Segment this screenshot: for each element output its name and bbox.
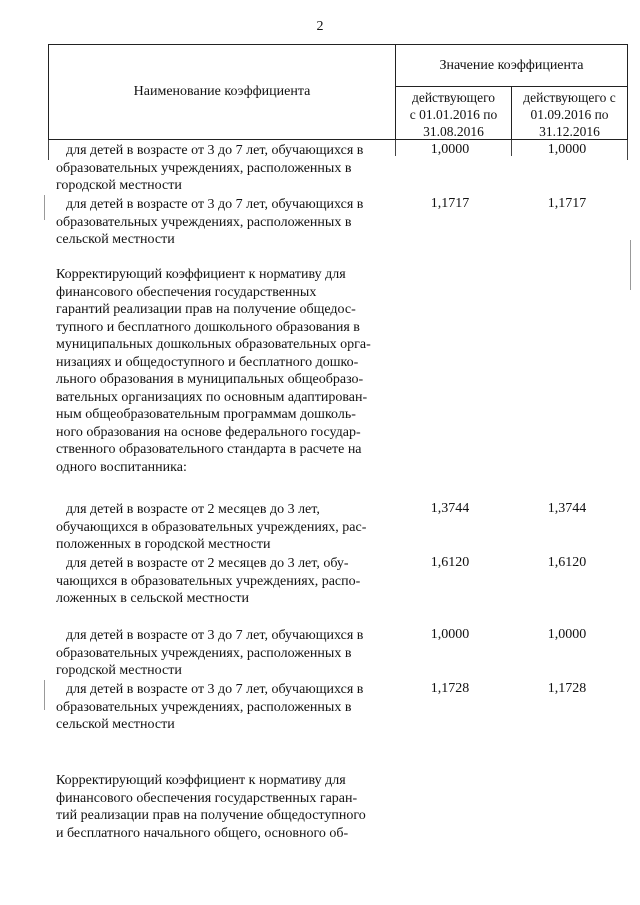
name-column-header: Наименование коэффициента: [48, 44, 396, 140]
row-line: образовательных учреждениях, расположенных в: [56, 214, 352, 230]
coefficient-heading: [56, 266, 394, 476]
row-line: положенных в городской местности: [56, 537, 271, 552]
row-line: образовательных учреждениях, расположенных в: [56, 645, 352, 661]
table-right-border: [627, 140, 628, 160]
row-value-period1: 1,0000: [430, 142, 470, 157]
row-line: и бесплатного начального общего, основного об-: [56, 825, 349, 841]
row-line: ного образования на основе федерального государ-: [56, 424, 361, 440]
value-column-header: Значение коэффициента: [395, 44, 628, 87]
row-line: образовательных учреждениях, расположенных в: [56, 160, 352, 176]
period1-header: [395, 86, 512, 140]
row-line: Корректирующий коэффициент к нормативу для: [56, 773, 346, 788]
row-line: городской местности: [56, 663, 182, 678]
coefficient-row: [56, 196, 394, 249]
row-value-period2: 1,1717: [547, 196, 587, 211]
table-header: [48, 44, 628, 140]
row-line: финансового обеспечения государственных: [56, 284, 317, 300]
table-left-border: [44, 195, 45, 220]
row-value-period2: 1,6120: [547, 555, 587, 570]
page-number: 2: [316, 19, 324, 34]
row-value-period1: 1,3744: [430, 501, 470, 516]
row-line: ложенных в сельской местности: [56, 591, 250, 606]
row-value-period1: 1,0000: [430, 627, 470, 642]
table-mid-border: [511, 140, 512, 156]
row-line: одного воспитанника:: [56, 459, 187, 475]
table-right-border: [630, 240, 631, 290]
row-line: муниципальных дошкольных образовательных орга-: [56, 337, 371, 352]
coefficient-row: [56, 681, 394, 734]
row-line: для детей в возрасте от 3 до 7 лет, обучающихся в: [66, 143, 364, 158]
coefficient-row: [56, 501, 394, 554]
row-line: тий реализации прав на получение общедоступного: [56, 808, 366, 823]
period2-line: 01.09.2016 по: [530, 107, 609, 122]
row-line: сельской местности: [56, 717, 175, 732]
row-line: финансового обеспечения государственных гаран-: [56, 790, 358, 806]
row-line: для детей в возрасте от 2 месяцев до 3 лет, обу-: [66, 556, 349, 571]
row-line: ственного образовательного стандарта в расчете на: [56, 442, 362, 457]
table-left-border: [44, 680, 45, 710]
row-line: тупного и бесплатного дошкольного образования в: [56, 319, 360, 335]
coefficient-row: [56, 555, 394, 608]
row-line: образовательных учреждениях, расположенных в: [56, 699, 352, 715]
row-value-period2: 1,1728: [547, 681, 587, 696]
row-line: для детей в возрасте от 3 до 7 лет, обучающихся в: [66, 682, 364, 697]
coefficient-row: [56, 627, 394, 680]
coefficient-row: [56, 142, 394, 195]
row-line: льного образования в муниципальных общеобразо-: [56, 372, 364, 387]
row-line: для детей в возрасте от 3 до 7 лет, обучающихся в: [66, 628, 364, 643]
row-line: низациях и общедоступного и бесплатного дошко-: [56, 354, 359, 370]
row-value-period1: 1,6120: [430, 555, 470, 570]
period2-header: [511, 86, 628, 140]
row-line: ным общеобразовательным программам дошколь-: [56, 407, 356, 422]
period1-line: 31.08.2016: [423, 124, 484, 139]
table-left-border: [48, 140, 49, 160]
row-line: чающихся в образовательных учреждениях, распо-: [56, 573, 361, 589]
row-line: Корректирующий коэффициент к нормативу для: [56, 267, 346, 282]
row-value-period2: 1,0000: [547, 627, 587, 642]
row-line: обучающихся в образовательных учреждениях, рас-: [56, 519, 367, 535]
period1-line: с 01.01.2016 по: [409, 107, 498, 122]
period2-line: действующего с: [523, 90, 616, 105]
row-line: гарантий реализации прав на получение общедос-: [56, 302, 356, 317]
period2-line: 31.12.2016: [539, 124, 600, 139]
row-line: городской местности: [56, 178, 182, 193]
row-line: для детей в возрасте от 2 месяцев до 3 лет,: [66, 502, 320, 517]
coefficient-heading: [56, 772, 394, 842]
row-value-period1: 1,1717: [430, 196, 470, 211]
row-line: для детей в возрасте от 3 до 7 лет, обучающихся в: [66, 197, 364, 212]
row-value-period2: 1,0000: [547, 142, 587, 157]
row-value-period2: 1,3744: [547, 501, 587, 516]
period1-line: действующего: [411, 90, 496, 105]
table-mid-border: [395, 140, 396, 156]
row-line: сельской местности: [56, 232, 175, 247]
row-line: вательных организациях по основным адаптирован-: [56, 389, 368, 405]
row-value-period1: 1,1728: [430, 681, 470, 696]
